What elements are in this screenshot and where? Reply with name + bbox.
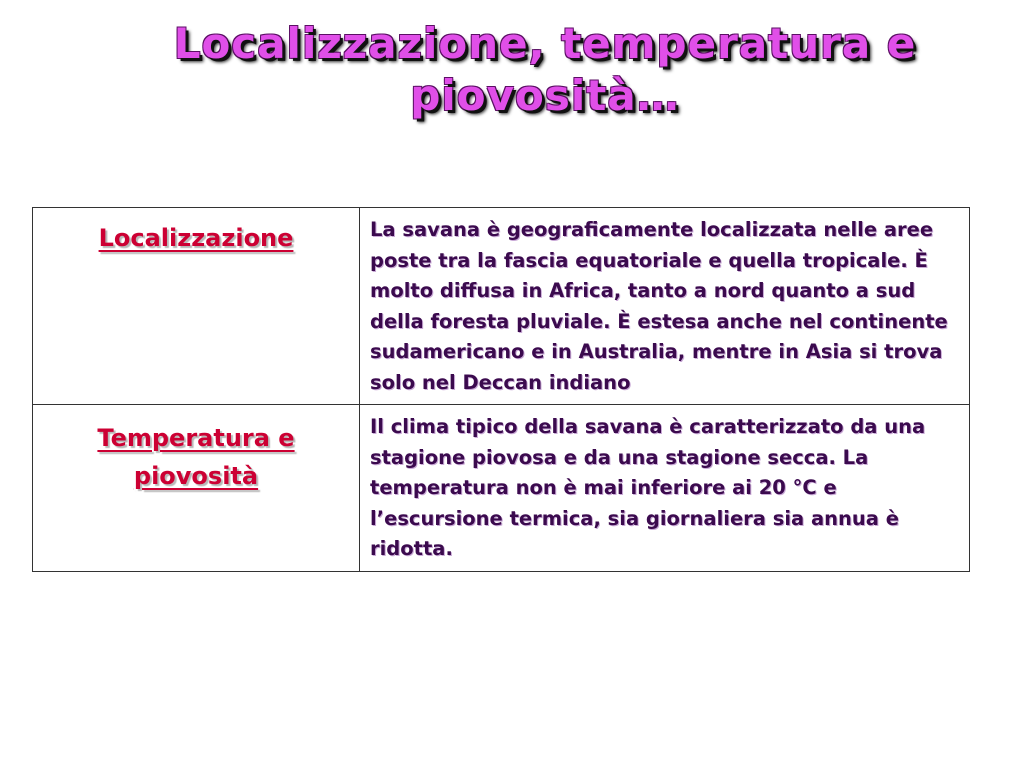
table-row-temperatura bbox=[33, 405, 970, 572]
title-line-2: piovosità… bbox=[410, 71, 680, 120]
table-row-localizzazione bbox=[33, 208, 970, 405]
text-cell bbox=[360, 208, 970, 405]
label-cell bbox=[33, 208, 360, 405]
row-text-localizzazione: La savana è geograficamente localizzata nelle aree poste tra la fascia equatoriale e quella tropicale. È molto diffusa in Africa, tanto a nord quanto a sud della foresta pluviale. È estesa anche nel continente sudamericano e in Australia, mentre in Asia si trova solo nel Deccan indiano bbox=[370, 218, 948, 394]
slide-title bbox=[60, 18, 1024, 122]
row-label-localizzazione: Localizzazione bbox=[98, 224, 294, 252]
row-label-temperatura: Temperatura e piovosità bbox=[97, 424, 295, 490]
info-table bbox=[32, 207, 970, 572]
label-cell bbox=[33, 405, 360, 572]
title-line-1: Localizzazione, temperatura e bbox=[173, 19, 917, 68]
row-text-temperatura: Il clima tipico della savana è caratterizzato da una stagione piovosa e da una stagione secca. La temperatura non è mai inferiore ai 20 °C e l’escursione termica, sia giornaliera sia annua è ridotta. bbox=[370, 415, 926, 560]
text-cell bbox=[360, 405, 970, 572]
